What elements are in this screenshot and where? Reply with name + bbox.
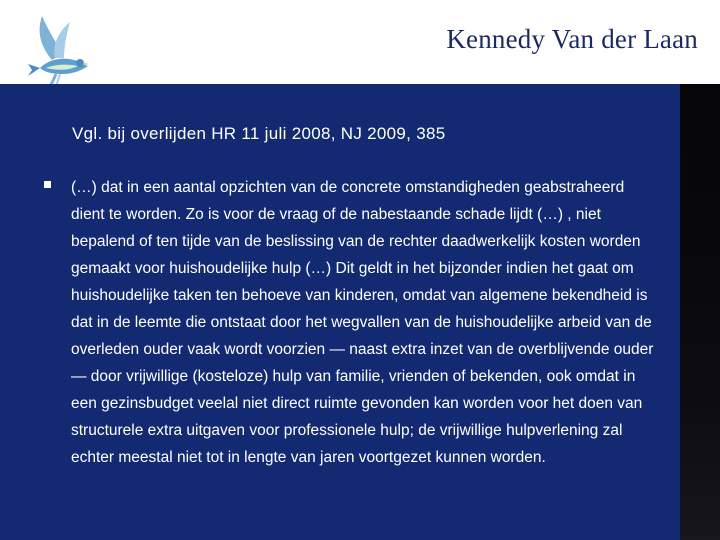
slide-title: Vgl. bij overlijden HR 11 juli 2008, NJ 2009, 385 <box>72 124 446 143</box>
bullet-text: (…) dat in een aantal opzichten van de concrete omstandigheden geabstraheerd dient te worden. Zo is voor de vraag of de nabestaande schade lijdt (…) , niet bepalend of ten tijde van de beslissing van de rechter daadwerkelijk kosten worden gemaakt voor huishoudelijke hulp (…) Dit geldt in het bijzonder indien het gaat om huishoudelijke taken ten behoeve van kinderen, omdat van algemene bekendheid is dat in de leemte die ontstaat door het wegvallen van de huishoudelijke arbeid van de overleden ouder vaak wordt voorzien — naast extra inzet van de overblijvende ouder — door vrijwillige (kosteloze) hulp van familie, vrienden of bekenden, ook omdat in een gezinsbudget veelal niet direct ruimte gevonden kan worden voor het doen van structurele extra uitgaven voor professionele hulp; de vrijwillige hulpverlening zal echter meestal niet tot in lengte van jaren voortgezet kunnen worden. <box>71 179 654 466</box>
brand-name: Kennedy Van der Laan <box>446 24 698 54</box>
side-strip <box>680 84 720 540</box>
bullet-marker <box>44 181 51 188</box>
